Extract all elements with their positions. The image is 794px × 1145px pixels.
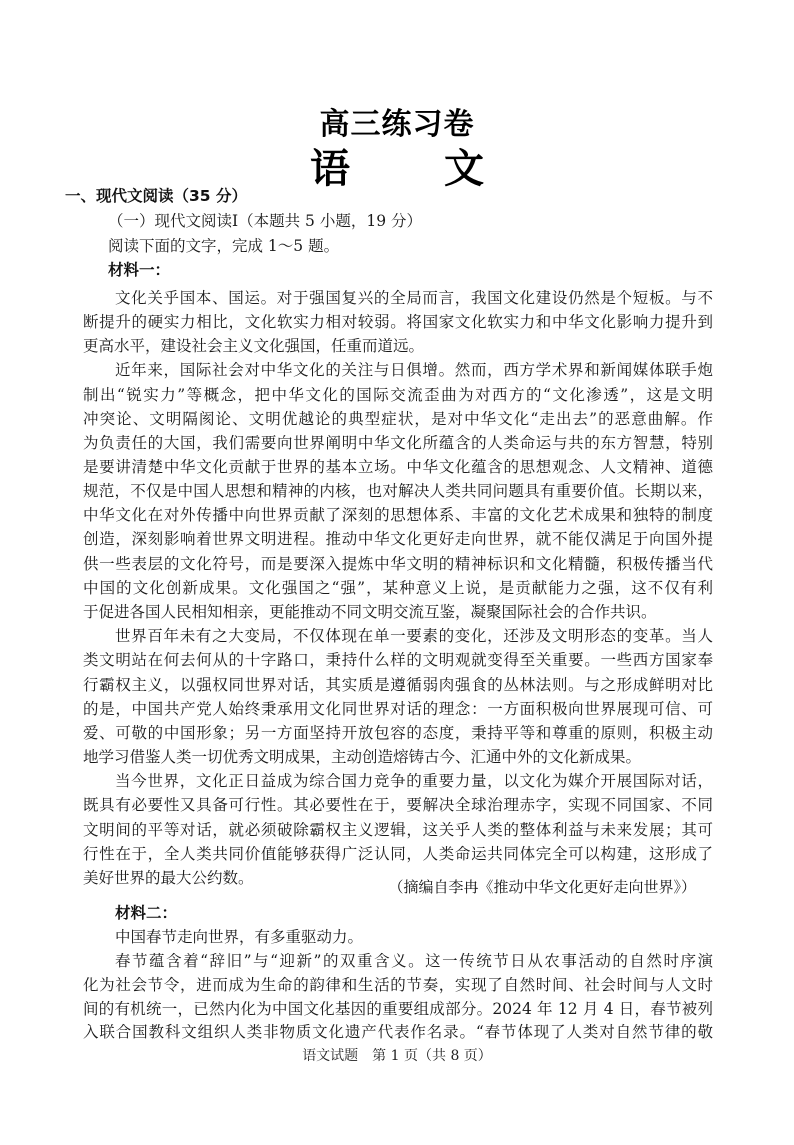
material1-source: （摘编自李冉《推动中华文化更好走向世界》） <box>388 878 696 896</box>
paragraph-line: 美好世界的最大公约数。 <box>83 869 254 887</box>
paragraph-line: 为负责任的大国，我们需要向世界阐明中华文化所蕴含的人类命运与共的东方智慧，特别 <box>83 434 713 452</box>
paragraph-line: 规范，不仅是中国人思想和精神的内核，也对解决人类共同问题具有重要价值。长期以来， <box>83 482 713 500</box>
paragraph-line: 供一些表层的文化符号，而是要深入提炼中华文明的精神标识和文化精髓，积极传播当代 <box>83 555 713 573</box>
paragraph-line: 行性在于，全人类共同价值能够获得广泛认同，人类命运共同体完全可以构建，这形成了 <box>83 845 713 863</box>
paragraph-line: 的是，中国共产党人始终秉承用文化同世界对话的理念：一方面积极向世界展现可信、可 <box>83 700 713 718</box>
paragraph-line: 断提升的硬实力相比，文化软实力相对较弱。将国家文化软实力和中华文化影响力提升到 <box>83 313 713 331</box>
instruction: 阅读下面的文字，完成 1～5 题。 <box>108 237 340 255</box>
paragraph-line: 近年来，国际社会对中华文化的关注与日俱增。然而，西方学术界和新闻媒体联手炮 <box>115 361 713 379</box>
paragraph-line: 制出“锐实力”等概念，把中华文化的国际交流歪曲为对西方的“文化渗透”，这是文明 <box>83 386 713 404</box>
paragraph-line: 间的有机统一，已然内化为中国文化基因的重要组成部分。2024 年 12 月 4 日，春节被列 <box>83 1000 713 1018</box>
paragraph-line: 行霸权主义，以强权同世界对话，其实质是遵循弱肉强食的丛林法则。与之形成鲜明对比 <box>83 676 713 694</box>
exam-title: 高三练习卷 <box>319 107 475 142</box>
paragraph-line: 文明间的平等对话，就必须破除霸权主义逻辑，这关乎人类的整体利益与未来发展；其可 <box>83 821 713 839</box>
paragraph-line: 当今世界，文化正日益成为综合国力竞争的重要力量，以文化为媒介开展国际对话， <box>115 772 713 790</box>
sub-heading: （一）现代文阅读Ⅰ（本题共 5 小题，19 分） <box>108 212 422 230</box>
paragraph-line: 创造，深刻影响着世界文明进程。推动中华文化更好走向世界，就不能仅满足于向国外提 <box>83 530 713 548</box>
paragraph-line: 既具有必要性又具备可行性。其必要性在于，要解决全球治理赤字，实现不同国家、不同 <box>83 796 713 814</box>
paragraph-line: 地学习借鉴人类一切优秀文明成果，主动创造熔铸古今、汇通中外的文化新成果。 <box>83 748 642 766</box>
paragraph-line: 化为社会节令，进而成为生命的韵律和生活的节奏，实现了自然时间、社会时间与人文时 <box>83 976 713 994</box>
page-footer: 语文试题 第 1 页（共 8 页） <box>302 1048 492 1064</box>
section-heading: 一、现代文阅读（35 分） <box>65 187 247 205</box>
paragraph-line: 中国春节走向世界，有多重驱动力。 <box>115 928 364 946</box>
subject-title: 语 文 <box>310 145 524 192</box>
paragraph-line: 春节蕴含着“辞旧”与“迎新”的双重含义。这一传统节日从农事活动的自然时序演 <box>115 952 713 970</box>
paragraph-line: 入联合国教科文组织人类非物质文化遗产代表作名录。“春节体现了人类对自然节律的敬 <box>83 1023 713 1041</box>
paragraph-line: 是要讲清楚中华文化贡献于世界的基本立场。中华文化蕴含的思想观念、人文精神、道德 <box>83 458 713 476</box>
paragraph-line: 类文明站在何去何从的十字路口，秉持什么样的文明观就变得至关重要。一些西方国家奉 <box>83 651 713 669</box>
paragraph-line: 文化关乎国本、国运。对于强国复兴的全局而言，我国文化建设仍然是个短板。与不 <box>115 289 713 307</box>
paragraph-line: 于促进各国人民相知相亲，更能推动不同文明交流互鉴，凝聚国际社会的合作共识。 <box>83 603 657 621</box>
paragraph-line: 中国的文化创新成果。文化强国之“强”，某种意义上说，是贡献能力之强，这不仅有利 <box>83 579 713 597</box>
paragraph-line: 冲突论、文明隔阂论、文明优越论的典型症状，是对中华文化“走出去”的恶意曲解。作 <box>83 410 713 428</box>
paragraph-line: 更高水平，建设社会主义文化强国，任重而道远。 <box>83 337 425 355</box>
material1-label: 材料一： <box>108 261 171 279</box>
material2-label: 材料二： <box>115 904 178 922</box>
paragraph-line: 中华文化在对外传播中向世界贡献了深刻的思想体系、丰富的文化艺术成果和独特的制度 <box>83 506 713 524</box>
paragraph-line: 世界百年未有之大变局，不仅体现在单一要素的变化，还涉及文明形态的变革。当人 <box>115 627 713 645</box>
paragraph-line: 爱、可敬的中国形象；另一方面坚持开放包容的态度，秉持平等和尊重的原则，积极主动 <box>83 724 713 742</box>
